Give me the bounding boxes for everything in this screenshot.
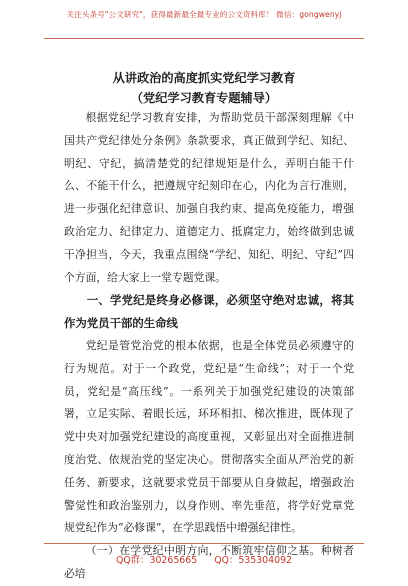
header-notice: 关注头条号"公文研究"，获得最新最全最专业的公文资料库！ 微信：gongwenyj — [66, 10, 342, 19]
footer-qq-group: QQ群：30265665 — [115, 555, 198, 566]
section-heading-1: 一、学党纪是终身必修课，必须坚守绝对忠诚，将其作为党员干部的生命线 — [64, 293, 354, 331]
document-title: 从讲政治的高度抓实党纪学习教育 — [112, 71, 296, 85]
document-subtitle: （党纪学习教育专题辅导） — [130, 91, 278, 105]
paragraph-subsection-1: （一）在学党纪中明方向，不断筑牢信仰之基。种树者必培 — [64, 544, 354, 580]
footer-contact — [0, 552, 408, 566]
footer-qq: QQ：535304092 — [214, 555, 293, 566]
header-divider — [44, 38, 364, 39]
document-body — [64, 107, 354, 586]
footer-divider — [44, 543, 364, 544]
paragraph-intro: 根据党纪学习教育安排，为帮助党员干部深刻理解《中国共产党纪律处分条例》条款要求，真正做到学纪、知纪、明纪、守纪，搞清楚党的纪律规矩是什么，弄明白能干什么、不能干什么，把遵规守纪刻印在心，内化为言行准则，进一步强化纪律意识、加强自我约束、提高免疫能力，增强政治定力、纪律定力、道德定力、抵腐定力，始终做到忠诚干净担当，今天，我重点围绕“学纪、知纪、明纪、守纪”四个方面，给大家上一堂专题党课。 — [64, 111, 354, 284]
paragraph-party-discipline: 党纪是管党治党的根本依据，也是全体党员必须遵守的行为规范。对于一个政党，党纪是“生命线”；对于一个党员，党纪是“高压线”。一系列关于加强党纪建设的决策部署，立足实际、着眼长远，环环相扣、梯次推进，既体现了党中央对加强党纪建设的高度重视，又彰显出对全面推进制度治党、依规治党的坚定决心。贯彻落实全面从严治党的新任务、新要求，这就要求党员干部要从自身做起，增强政治警觉性和政治鉴别力，以身作则、率先垂范，将学好党章党规党纪作为“必修课”，在学思践悟中增强纪律性。 — [64, 338, 354, 535]
